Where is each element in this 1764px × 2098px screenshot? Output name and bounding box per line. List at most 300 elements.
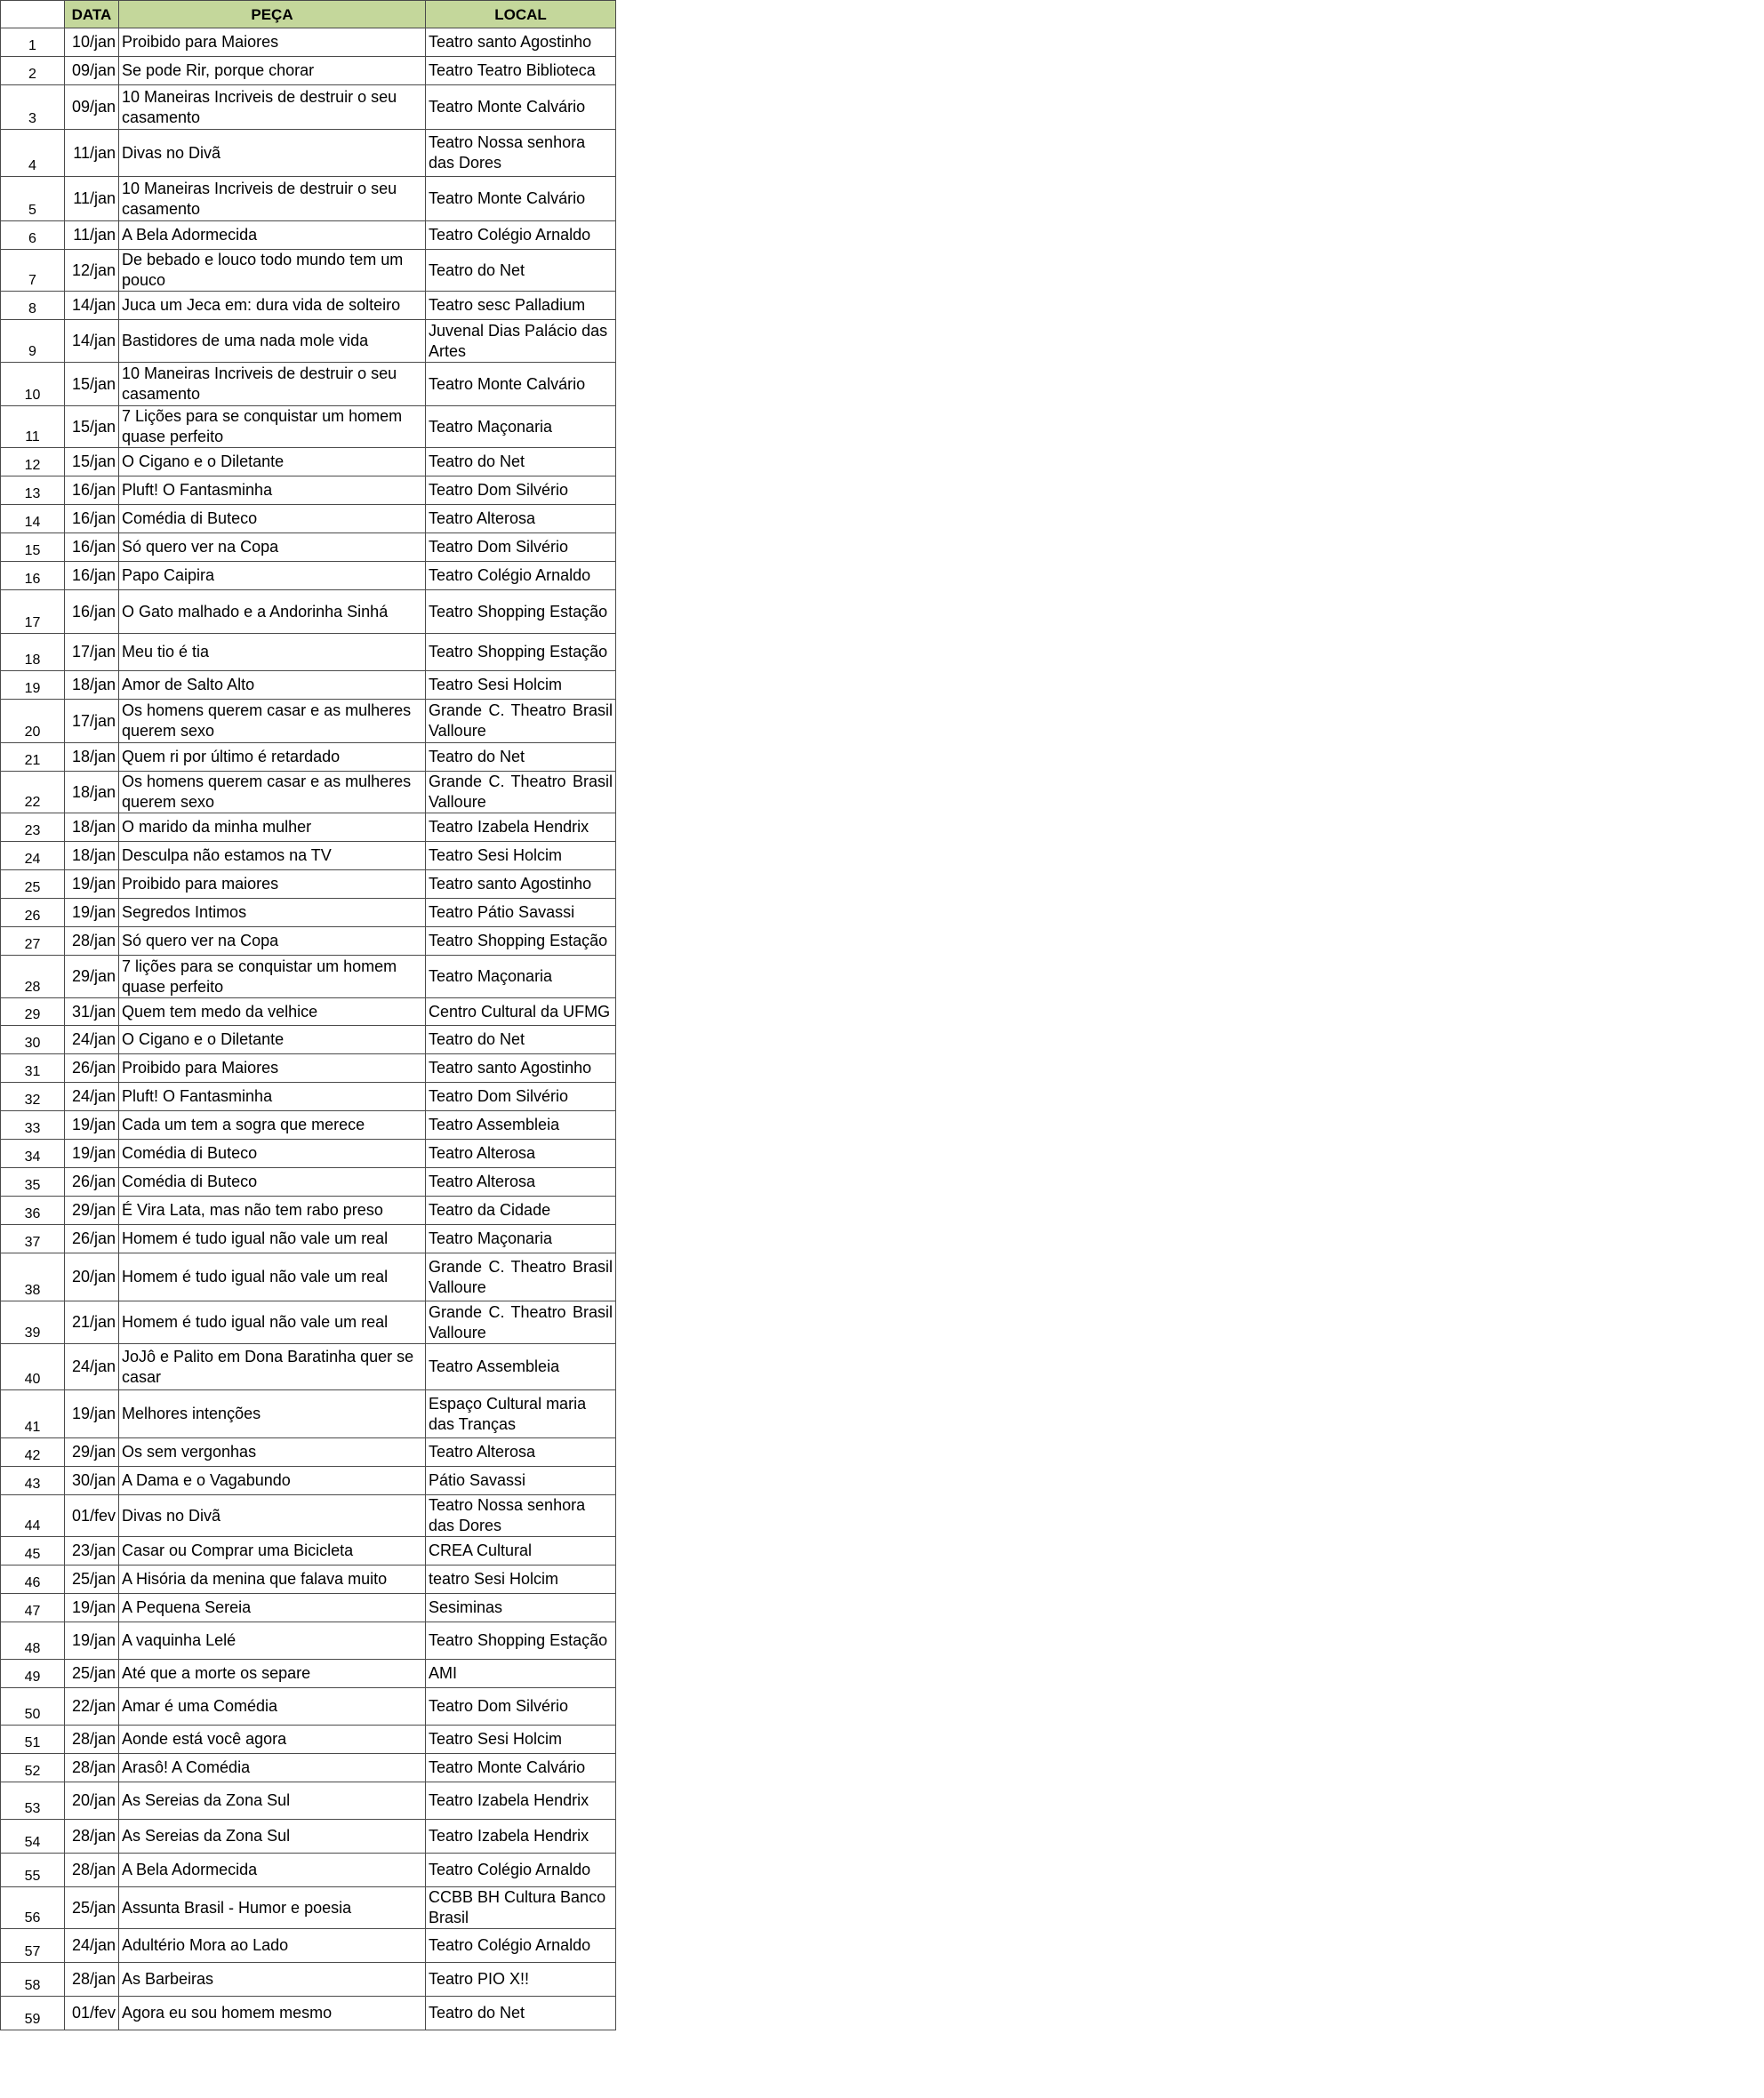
table-row (1, 448, 616, 476)
date-cell[interactable]: 28/jan (65, 1754, 119, 1782)
row-number-cell[interactable]: 52 (1, 1754, 65, 1782)
venue-cell[interactable]: Grande C. Theatro Brasil Vallourе (426, 772, 616, 813)
row-number-cell[interactable]: 46 (1, 1565, 65, 1594)
play-title-cell[interactable]: Assunta Brasil - Humor e poesia (119, 1887, 426, 1929)
row-number-cell[interactable]: 12 (1, 448, 65, 476)
venue-cell[interactable]: Teatro Izabela Hendrix (426, 1820, 616, 1854)
row-number-cell[interactable]: 32 (1, 1083, 65, 1111)
row-number-cell[interactable]: 16 (1, 562, 65, 590)
table-row (1, 634, 616, 671)
venue-cell[interactable]: Teatro Teatro Biblioteca (426, 57, 616, 85)
row-number-cell[interactable]: 55 (1, 1854, 65, 1887)
date-cell[interactable]: 10/jan (65, 28, 119, 57)
venue-cell[interactable]: Teatro Sesi Holcim (426, 842, 616, 870)
venue-cell[interactable]: Teatro Alterosa (426, 1168, 616, 1197)
date-cell[interactable]: 25/jan (65, 1565, 119, 1594)
play-title-cell[interactable]: Pluft! O Fantasminha (119, 1083, 426, 1111)
table-row (1, 870, 616, 899)
header-local[interactable]: LOCAL (426, 1, 616, 28)
venue-cell[interactable]: Espaço Cultural maria das Tranças (426, 1390, 616, 1438)
play-title-cell[interactable]: Casar ou Comprar uma Bicicleta (119, 1537, 426, 1565)
play-title-cell[interactable]: Segredos Intimos (119, 899, 426, 927)
play-title-cell[interactable]: Juca um Jeca em: dura vida de solteiro (119, 292, 426, 320)
table-row (1, 363, 616, 406)
play-title-cell[interactable]: Comédia di Buteco (119, 505, 426, 533)
play-title-cell[interactable]: Divas no Divã (119, 130, 426, 177)
table-row (1, 1438, 616, 1467)
table-row (1, 1660, 616, 1688)
table-row (1, 57, 616, 85)
play-title-cell[interactable]: Proibido para Maiores (119, 28, 426, 57)
date-cell[interactable]: 15/jan (65, 406, 119, 448)
header-play[interactable]: PEÇA (119, 1, 426, 28)
play-title-cell[interactable]: Homem é tudo igual não vale um real (119, 1301, 426, 1344)
date-cell[interactable]: 18/jan (65, 772, 119, 813)
play-title-cell[interactable]: Se pode Rir, porque chorar (119, 57, 426, 85)
date-cell[interactable]: 24/jan (65, 1344, 119, 1390)
venue-cell[interactable]: Teatro Izabela Hendrix (426, 1782, 616, 1820)
date-cell[interactable]: 20/jan (65, 1782, 119, 1820)
venue-cell[interactable]: Teatro Shopping Estação (426, 1622, 616, 1660)
date-cell[interactable]: 16/jan (65, 533, 119, 562)
play-title-cell[interactable]: Arasô! A Comédia (119, 1754, 426, 1782)
venue-cell[interactable]: Teatro Dom Silvério (426, 476, 616, 505)
venue-cell[interactable]: Teatro Alterosa (426, 1140, 616, 1168)
table-row (1, 1301, 616, 1344)
date-cell[interactable]: 11/jan (65, 177, 119, 221)
table-row (1, 1140, 616, 1168)
play-title-cell[interactable]: As Barbeiras (119, 1963, 426, 1997)
venue-cell[interactable]: Teatro Monte Calvário (426, 85, 616, 130)
table-row (1, 562, 616, 590)
venue-cell[interactable]: Teatro da Cidade (426, 1197, 616, 1225)
table-row (1, 1054, 616, 1083)
venue-cell[interactable]: CREA Cultural (426, 1537, 616, 1565)
date-cell[interactable]: 19/jan (65, 1140, 119, 1168)
play-title-cell[interactable]: Desculpa não estamos na TV (119, 842, 426, 870)
table-row (1, 998, 616, 1026)
row-number-cell[interactable]: 51 (1, 1726, 65, 1754)
date-cell[interactable]: 25/jan (65, 1887, 119, 1929)
date-cell[interactable]: 17/jan (65, 634, 119, 671)
play-title-cell[interactable]: Os homens querem casar e as mulheres querem sexo (119, 700, 426, 743)
table-row (1, 743, 616, 772)
table-row (1, 1390, 616, 1438)
header-row-number[interactable] (1, 1, 65, 28)
row-number-cell[interactable]: 25 (1, 870, 65, 899)
play-title-cell[interactable]: De bebado e louco todo mundo tem um pouco (119, 250, 426, 292)
date-cell[interactable]: 29/jan (65, 956, 119, 998)
table-row (1, 1929, 616, 1963)
table-row (1, 406, 616, 448)
row-number-cell[interactable]: 34 (1, 1140, 65, 1168)
play-title-cell[interactable]: Comédia di Buteco (119, 1140, 426, 1168)
row-number-cell[interactable]: 23 (1, 813, 65, 842)
play-title-cell[interactable]: Melhores intenções (119, 1390, 426, 1438)
header-date[interactable]: DATA (65, 1, 119, 28)
date-cell[interactable]: 15/jan (65, 448, 119, 476)
date-cell[interactable]: 18/jan (65, 842, 119, 870)
date-cell[interactable]: 16/jan (65, 590, 119, 634)
play-title-cell[interactable]: A Dama e o Vagabundo (119, 1467, 426, 1495)
play-title-cell[interactable]: 10 Maneiras Incriveis de destruir o seu casamento (119, 177, 426, 221)
venue-cell[interactable]: Centro Cultural da UFMG (426, 998, 616, 1026)
play-title-cell[interactable]: A Pequena Sereia (119, 1594, 426, 1622)
row-number-cell[interactable]: 24 (1, 842, 65, 870)
theater-schedule-table (0, 0, 616, 2030)
table-row (1, 1820, 616, 1854)
table-row (1, 1565, 616, 1594)
table-row (1, 956, 616, 998)
date-cell[interactable]: 19/jan (65, 1390, 119, 1438)
venue-cell[interactable]: Teatro Monte Calvário (426, 1754, 616, 1782)
date-cell[interactable]: 16/jan (65, 476, 119, 505)
play-title-cell[interactable]: Bastidores de uma nada mole vida (119, 320, 426, 363)
table-row (1, 1997, 616, 2030)
venue-cell[interactable]: Teatro do Net (426, 250, 616, 292)
date-cell[interactable]: 18/jan (65, 743, 119, 772)
table-row (1, 590, 616, 634)
play-title-cell[interactable]: O Cigano e o Diletante (119, 1026, 426, 1054)
row-number-cell[interactable]: 3 (1, 85, 65, 130)
table-row (1, 1726, 616, 1754)
row-number-cell[interactable]: 59 (1, 1997, 65, 2030)
venue-cell[interactable]: Teatro Colégio Arnaldo (426, 1854, 616, 1887)
date-cell[interactable]: 14/jan (65, 292, 119, 320)
venue-cell[interactable]: Teatro Assembleia (426, 1344, 616, 1390)
row-number-cell[interactable]: 48 (1, 1622, 65, 1660)
row-number-cell[interactable]: 29 (1, 998, 65, 1026)
venue-cell[interactable]: Teatro Monte Calvário (426, 177, 616, 221)
date-cell[interactable]: 26/jan (65, 1168, 119, 1197)
row-number-cell[interactable]: 33 (1, 1111, 65, 1140)
table-row (1, 1688, 616, 1726)
table-row (1, 1495, 616, 1537)
row-number-cell[interactable]: 5 (1, 177, 65, 221)
date-cell[interactable]: 17/jan (65, 700, 119, 743)
play-title-cell[interactable]: Meu tio é tia (119, 634, 426, 671)
table-row (1, 85, 616, 130)
venue-cell[interactable]: CCBB BH Cultura Banco Brasil (426, 1887, 616, 1929)
date-cell[interactable]: 19/jan (65, 1622, 119, 1660)
venue-cell[interactable]: Teatro Monte Calvário (426, 363, 616, 406)
row-number-cell[interactable]: 49 (1, 1660, 65, 1688)
play-title-cell[interactable]: Os sem vergonhas (119, 1438, 426, 1467)
row-number-cell[interactable]: 37 (1, 1225, 65, 1253)
play-title-cell[interactable]: 7 Lições para se conquistar um homem quase perfeito (119, 406, 426, 448)
date-cell[interactable]: 14/jan (65, 320, 119, 363)
date-cell[interactable]: 26/jan (65, 1054, 119, 1083)
date-cell[interactable]: 20/jan (65, 1253, 119, 1301)
table-row (1, 28, 616, 57)
table-row (1, 505, 616, 533)
table-row (1, 1197, 616, 1225)
venue-cell[interactable]: Teatro Izabela Hendrix (426, 813, 616, 842)
venue-cell[interactable]: Juvenal Dias Palácio das Artes (426, 320, 616, 363)
date-cell[interactable]: 01/fev (65, 1495, 119, 1537)
venue-cell[interactable]: Teatro Nossa senhora das Dores (426, 1495, 616, 1537)
date-cell[interactable]: 30/jan (65, 1467, 119, 1495)
venue-cell[interactable]: Teatro Colégio Arnaldo (426, 1929, 616, 1963)
venue-cell[interactable]: Grande C. Theatro Brasil Valloure (426, 700, 616, 743)
date-cell[interactable]: 15/jan (65, 363, 119, 406)
venue-cell[interactable]: teatro Sesi Holcim (426, 1565, 616, 1594)
row-number-cell[interactable]: 19 (1, 671, 65, 700)
date-cell[interactable]: 11/jan (65, 221, 119, 250)
row-number-cell[interactable]: 30 (1, 1026, 65, 1054)
play-title-cell[interactable]: Os homens querem casar e as mulheres querem sexo (119, 772, 426, 813)
table-row (1, 1168, 616, 1197)
table-row (1, 1467, 616, 1495)
date-cell[interactable]: 09/jan (65, 57, 119, 85)
venue-cell[interactable]: AMI (426, 1660, 616, 1688)
row-number-cell[interactable]: 18 (1, 634, 65, 671)
table-row (1, 1887, 616, 1929)
row-number-cell[interactable]: 27 (1, 927, 65, 956)
play-title-cell[interactable]: Quem tem medo da velhice (119, 998, 426, 1026)
table-row (1, 292, 616, 320)
play-title-cell[interactable]: Amor de Salto Alto (119, 671, 426, 700)
row-number-cell[interactable]: 42 (1, 1438, 65, 1467)
table-row (1, 1782, 616, 1820)
row-number-cell[interactable]: 22 (1, 772, 65, 813)
row-number-cell[interactable]: 21 (1, 743, 65, 772)
table-row (1, 250, 616, 292)
table-row (1, 1253, 616, 1301)
play-title-cell[interactable]: O Gato malhado e a Andorinha Sinhá (119, 590, 426, 634)
date-cell[interactable]: 19/jan (65, 899, 119, 927)
date-cell[interactable]: 28/jan (65, 1963, 119, 1997)
table-row (1, 899, 616, 927)
table-row (1, 130, 616, 177)
play-title-cell[interactable]: A Bela Adormecida (119, 1854, 426, 1887)
play-title-cell[interactable]: A Hisória da menina que falava muito (119, 1565, 426, 1594)
venue-cell[interactable]: Teatro Sesi Holcim (426, 1726, 616, 1754)
row-number-cell[interactable]: 7 (1, 250, 65, 292)
play-title-cell[interactable]: As Sereias da Zona Sul (119, 1820, 426, 1854)
play-title-cell[interactable]: Cada um tem a sogra que merece (119, 1111, 426, 1140)
venue-cell[interactable]: Teatro santo Agostinho (426, 870, 616, 899)
row-number-cell[interactable]: 57 (1, 1929, 65, 1963)
row-number-cell[interactable]: 53 (1, 1782, 65, 1820)
venue-cell[interactable]: Teatro Maçonaria (426, 406, 616, 448)
venue-cell[interactable]: Teatro Sesi Holcim (426, 671, 616, 700)
play-title-cell[interactable]: A vaquinha Lelé (119, 1622, 426, 1660)
play-title-cell[interactable]: O marido da minha mulher (119, 813, 426, 842)
play-title-cell[interactable]: Comédia di Buteco (119, 1168, 426, 1197)
venue-cell[interactable]: Teatro Maçonaria (426, 956, 616, 998)
table-row (1, 1111, 616, 1140)
table-row (1, 1754, 616, 1782)
row-number-cell[interactable]: 2 (1, 57, 65, 85)
header-row (1, 1, 616, 28)
row-number-cell[interactable]: 43 (1, 1467, 65, 1495)
play-title-cell[interactable]: O Cigano e o Diletante (119, 448, 426, 476)
date-cell[interactable]: 28/jan (65, 1726, 119, 1754)
venue-cell[interactable]: Teatro do Net (426, 1997, 616, 2030)
venue-cell[interactable]: Teatro Dom Silvério (426, 533, 616, 562)
venue-cell[interactable]: Grande C. Theatro Brasil Vallourе (426, 1301, 616, 1344)
date-cell[interactable]: 24/jan (65, 1026, 119, 1054)
venue-cell[interactable]: Teatro santo Agostinho (426, 1054, 616, 1083)
venue-cell[interactable]: Teatro Alterosa (426, 505, 616, 533)
play-title-cell[interactable]: É Vira Lata, mas não tem rabo preso (119, 1197, 426, 1225)
row-number-cell[interactable]: 13 (1, 476, 65, 505)
venue-cell[interactable]: Teatro Shopping Estação (426, 634, 616, 671)
date-cell[interactable]: 21/jan (65, 1301, 119, 1344)
play-title-cell[interactable]: A Bela Adormecida (119, 221, 426, 250)
row-number-cell[interactable]: 28 (1, 956, 65, 998)
table-row (1, 700, 616, 743)
row-number-cell[interactable]: 8 (1, 292, 65, 320)
row-number-cell[interactable]: 47 (1, 1594, 65, 1622)
row-number-cell[interactable]: 35 (1, 1168, 65, 1197)
date-cell[interactable]: 16/jan (65, 505, 119, 533)
date-cell[interactable]: 12/jan (65, 250, 119, 292)
table-row (1, 1622, 616, 1660)
table-row (1, 533, 616, 562)
table-row (1, 1594, 616, 1622)
venue-cell[interactable]: Pátio Savassi (426, 1467, 616, 1495)
row-number-cell[interactable]: 45 (1, 1537, 65, 1565)
table-row (1, 813, 616, 842)
play-title-cell[interactable]: Agora eu sou homem mesmo (119, 1997, 426, 2030)
date-cell[interactable]: 22/jan (65, 1688, 119, 1726)
date-cell[interactable]: 19/jan (65, 1111, 119, 1140)
date-cell[interactable]: 25/jan (65, 1660, 119, 1688)
date-cell[interactable]: 31/jan (65, 998, 119, 1026)
play-title-cell[interactable]: Adultério Mora ao Lado (119, 1929, 426, 1963)
table-row (1, 1083, 616, 1111)
play-title-cell[interactable]: 7 lições para se conquistar um homem quase perfeito (119, 956, 426, 998)
row-number-cell[interactable]: 6 (1, 221, 65, 250)
row-number-cell[interactable]: 50 (1, 1688, 65, 1726)
venue-cell[interactable]: Teatro Dom Silvério (426, 1688, 616, 1726)
venue-cell[interactable]: Teatro sesc Palladium (426, 292, 616, 320)
date-cell[interactable]: 24/jan (65, 1083, 119, 1111)
venue-cell[interactable]: Teatro Colégio Arnaldo (426, 562, 616, 590)
play-title-cell[interactable]: Divas no Divã (119, 1495, 426, 1537)
row-number-cell[interactable]: 10 (1, 363, 65, 406)
play-title-cell[interactable]: Amar é uma Comédia (119, 1688, 426, 1726)
row-number-cell[interactable]: 17 (1, 590, 65, 634)
table-row (1, 1963, 616, 1997)
row-number-cell[interactable]: 54 (1, 1820, 65, 1854)
row-number-cell[interactable]: 31 (1, 1054, 65, 1083)
play-title-cell[interactable]: Até que a morte os separe (119, 1660, 426, 1688)
play-title-cell[interactable]: Aonde está você agora (119, 1726, 426, 1754)
play-title-cell[interactable]: 10 Maneiras Incriveis de destruir o seu casamento (119, 85, 426, 130)
table-row (1, 772, 616, 813)
table-row (1, 1225, 616, 1253)
table-row (1, 1026, 616, 1054)
venue-cell[interactable]: Teatro PIO X!! (426, 1963, 616, 1997)
row-number-cell[interactable]: 26 (1, 899, 65, 927)
row-number-cell[interactable]: 38 (1, 1253, 65, 1301)
play-title-cell[interactable]: Quem ri por último é retardado (119, 743, 426, 772)
row-number-cell[interactable]: 39 (1, 1301, 65, 1344)
date-cell[interactable]: 26/jan (65, 1225, 119, 1253)
table-row (1, 1344, 616, 1390)
table-row (1, 1537, 616, 1565)
date-cell[interactable]: 18/jan (65, 813, 119, 842)
venue-cell[interactable]: Teatro Dom Silvério (426, 1083, 616, 1111)
date-cell[interactable]: 29/jan (65, 1197, 119, 1225)
row-number-cell[interactable]: 4 (1, 130, 65, 177)
date-cell[interactable]: 29/jan (65, 1438, 119, 1467)
play-title-cell[interactable]: JoJô e Palito em Dona Baratinha quer se casar (119, 1344, 426, 1390)
date-cell[interactable]: 24/jan (65, 1929, 119, 1963)
row-number-cell[interactable]: 15 (1, 533, 65, 562)
row-number-cell[interactable]: 11 (1, 406, 65, 448)
venue-cell[interactable]: Teatro Shopping Estação (426, 927, 616, 956)
table-row (1, 927, 616, 956)
row-number-cell[interactable]: 58 (1, 1963, 65, 1997)
play-title-cell[interactable]: Só quero ver na Copa (119, 927, 426, 956)
date-cell[interactable]: 01/fev (65, 1997, 119, 2030)
date-cell[interactable]: 28/jan (65, 1854, 119, 1887)
play-title-cell[interactable]: Papo Caipira (119, 562, 426, 590)
row-number-cell[interactable]: 44 (1, 1495, 65, 1537)
play-title-cell[interactable]: Homem é tudo igual não vale um real (119, 1253, 426, 1301)
venue-cell[interactable]: Teatro Shopping Estação (426, 590, 616, 634)
date-cell[interactable]: 11/jan (65, 130, 119, 177)
date-cell[interactable]: 16/jan (65, 562, 119, 590)
table-row (1, 1854, 616, 1887)
date-cell[interactable]: 23/jan (65, 1537, 119, 1565)
play-title-cell[interactable]: 10 Maneiras Incriveis de destruir o seu casamento (119, 363, 426, 406)
row-number-cell[interactable]: 56 (1, 1887, 65, 1929)
venue-cell[interactable]: Teatro Maçonaria (426, 1225, 616, 1253)
row-number-cell[interactable]: 40 (1, 1344, 65, 1390)
date-cell[interactable]: 28/jan (65, 927, 119, 956)
venue-cell[interactable]: Teatro santo Agostinho (426, 28, 616, 57)
venue-cell[interactable]: Teatro do Net (426, 448, 616, 476)
row-number-cell[interactable]: 20 (1, 700, 65, 743)
row-number-cell[interactable]: 36 (1, 1197, 65, 1225)
table-row (1, 177, 616, 221)
venue-cell[interactable]: Teatro do Net (426, 743, 616, 772)
play-title-cell[interactable]: As Sereias da Zona Sul (119, 1782, 426, 1820)
venue-cell[interactable]: Grande C. Theatro Brasil Vallourе (426, 1253, 616, 1301)
date-cell[interactable]: 28/jan (65, 1820, 119, 1854)
row-number-cell[interactable]: 9 (1, 320, 65, 363)
play-title-cell[interactable]: Pluft! O Fantasminha (119, 476, 426, 505)
date-cell[interactable]: 09/jan (65, 85, 119, 130)
table-row (1, 320, 616, 363)
play-title-cell[interactable]: Proibido para Maiores (119, 1054, 426, 1083)
venue-cell[interactable]: Teatro Alterosa (426, 1438, 616, 1467)
table-row (1, 671, 616, 700)
table-row (1, 221, 616, 250)
date-cell[interactable]: 19/jan (65, 870, 119, 899)
row-number-cell[interactable]: 1 (1, 28, 65, 57)
venue-cell[interactable]: Teatro do Net (426, 1026, 616, 1054)
table-row (1, 842, 616, 870)
play-title-cell[interactable]: Homem é tudo igual não vale um real (119, 1225, 426, 1253)
play-title-cell[interactable]: Só quero ver na Copa (119, 533, 426, 562)
venue-cell[interactable]: Teatro Colégio Arnaldo (426, 221, 616, 250)
venue-cell[interactable]: Teatro Nossa senhora das Dores (426, 130, 616, 177)
date-cell[interactable]: 19/jan (65, 1594, 119, 1622)
venue-cell[interactable]: Teatro Pátio Savassi (426, 899, 616, 927)
venue-cell[interactable]: Sesiminas (426, 1594, 616, 1622)
row-number-cell[interactable]: 14 (1, 505, 65, 533)
row-number-cell[interactable]: 41 (1, 1390, 65, 1438)
date-cell[interactable]: 18/jan (65, 671, 119, 700)
venue-cell[interactable]: Teatro Assembleia (426, 1111, 616, 1140)
play-title-cell[interactable]: Proibido para maiores (119, 870, 426, 899)
